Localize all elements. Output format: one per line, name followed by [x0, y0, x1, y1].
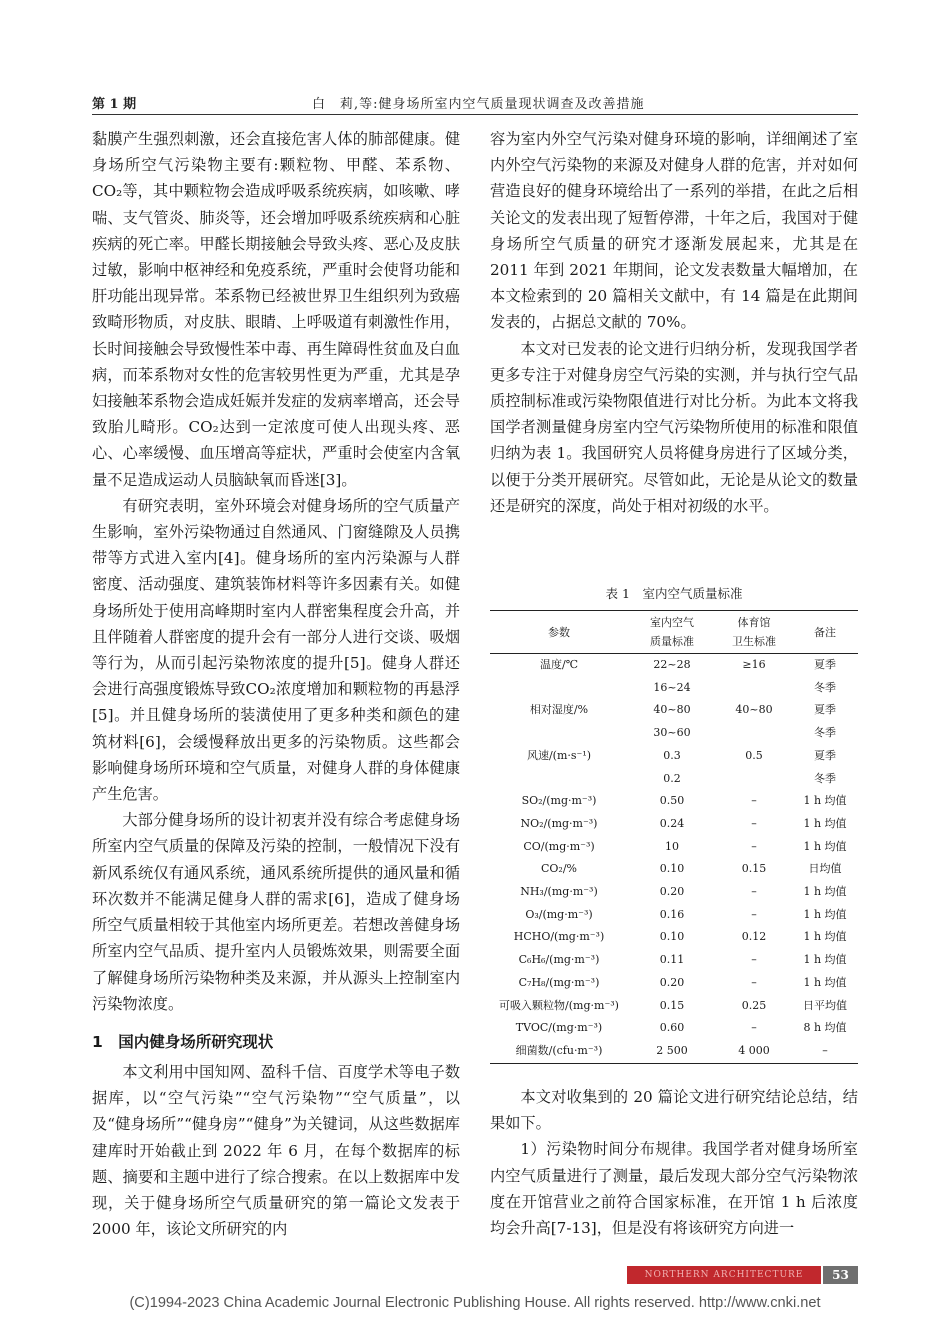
table-row	[490, 790, 858, 813]
table-cell: 30~60	[653, 726, 691, 740]
table-cell: 相对湿度/%	[529, 703, 589, 717]
table-row	[490, 1040, 858, 1063]
table-cell: –	[751, 816, 757, 830]
table-cell: 1 h 均值	[803, 975, 847, 989]
table-row	[490, 904, 858, 927]
table-cell: 0.60	[659, 1021, 685, 1035]
table-cell: CO₂/%	[540, 862, 577, 876]
table-cell: 8 h 均值	[803, 1021, 847, 1035]
table-cell: 1 h 均值	[803, 794, 847, 808]
table-cell: 夏季	[814, 703, 836, 717]
table-cell: 日平均值	[803, 998, 847, 1012]
table-cell: O₃/(mg·m⁻³)	[525, 907, 593, 921]
table-cell: 1 h 均值	[803, 839, 847, 853]
table-row	[490, 1017, 858, 1040]
table-cell: 40~80	[735, 703, 773, 717]
table-cell: 风速/(m·s⁻¹)	[526, 748, 592, 762]
table-cell: 1 h 均值	[803, 816, 847, 830]
table-cell: C₇H₈/(mg·m⁻³)	[518, 975, 600, 989]
table-row	[490, 745, 858, 768]
table-cell: ≥16	[742, 658, 766, 671]
table-row	[490, 881, 858, 904]
table-cell: 1 h 均值	[803, 930, 847, 944]
table-row	[490, 813, 858, 836]
issue-number: 第 1 期	[92, 97, 137, 112]
table-row	[490, 995, 858, 1018]
table-cell: 0.3	[663, 748, 681, 762]
table-row	[490, 699, 858, 722]
table-row	[490, 926, 858, 949]
copyright-notice: (C)1994-2023 China Academic Journal Electronic Publishing House. All rights reserved. http://www.cnki.net	[129, 1295, 821, 1311]
table-row	[490, 722, 858, 745]
table-cell: 夏季	[814, 658, 836, 671]
paragraph: 本文对已发表的论文进行归纳分析，发现我国学者更多专注于对健身房空气污染的实测，并与执行空气品质控制标准或污染物限值进行对比分析。为此本文将我国学者测量健身房室内空气污染物所使用的标准和限值归纳为表 1。我国研究人员将健身房进行了区域分类，以便于分类开展研究。尽管如此，无论是从论文的数量还是研究的深度，尚处于相对初级的水平。	[490, 339, 858, 515]
table-cell	[490, 722, 628, 745]
table-cell: –	[751, 975, 757, 989]
table-cell: 0.5	[745, 748, 763, 762]
table-cell: 0.10	[659, 930, 685, 944]
table-header	[490, 611, 858, 654]
table-cell: 40~80	[653, 703, 691, 717]
table-row	[490, 654, 858, 677]
right-column-continued	[490, 1084, 858, 1241]
table-cell: HCHO/(mg·m⁻³)	[513, 930, 605, 944]
paragraph: 1）污染物时间分布规律。我国学者对健身场所室内空气质量进行了测量，最后发现大部分空气污染物浓度在开馆营业之前符合国家标准，在开馆 1 h 后浓度均会升高[7-13]，但是没有将该研究方向进一	[490, 1140, 858, 1238]
left-column	[92, 126, 460, 1242]
table-cell	[490, 768, 628, 791]
paragraph: 本文对收集到的 20 篇论文进行研究结论总结，结果如下。	[490, 1088, 858, 1133]
table-cell: TVOC/(mg·m⁻³)	[515, 1021, 603, 1035]
table-row	[490, 677, 858, 700]
table-cell: 0.15	[741, 862, 767, 876]
table-cell: –	[751, 1021, 757, 1035]
table-cell: 0.20	[659, 975, 685, 989]
journal-banner: NORTHERN ARCHITECTURE	[627, 1266, 821, 1284]
table-cell: –	[751, 794, 757, 808]
table-cell: CO/(mg·m⁻³)	[523, 839, 595, 853]
table-cell: 0.20	[659, 885, 685, 899]
paragraph: 本文利用中国知网、盈科千信、百度学术等电子数据库，以“空气污染”“空气污染物”“空气质量”，以及“健身场所”“健身房”“健身”为关键词，从这些数据库建库时开始截止到 2022 年 6 月，在每个数据库的标题、摘要和主题中进行了综合搜索。在以上数据库中发现，关于健身场所空气质量研究的第一篇论文发表于 2000 年，该论文所研究的内	[92, 1062, 460, 1239]
table-cell	[716, 722, 792, 745]
table-cell: 0.10	[659, 862, 685, 876]
table-cell: –	[751, 885, 757, 899]
table-cell: 温度/℃	[539, 658, 578, 671]
running-header	[92, 93, 858, 115]
paragraph: 黏膜产生强烈刺激，还会直接危害人体的肺部健康。健身场所空气污染物主要有:颗粒物、甲醛、苯系物、CO₂等，其中颗粒物会造成呼吸系统疾病，如咳嗽、哮喘、支气管炎、肺炎等，还会增加呼吸系统疾病和心脏疾病的死亡率。甲醛长期接触会导致头疼、恶心及皮肤过敏，影响中枢神经和免疫系统，严重时会使肾功能和肝功能出现异常。苯系物已经被世界卫生组织列为致癌致畸形物质，对皮肤、眼睛、上呼吸道有刺激性作用，长时间接触会导致慢性苯中毒、再生障碍性贫血及白血病，而苯系物对女性的危害较男性更为严重，尤其是孕妇接触苯系物会造成妊娠并发症的发病率增高，还会导致胎儿畸形。CO₂达到一定浓度可使人出现头疼、恶心、心率缓慢、血压增高等症状，严重时会使室内含氧量不足造成运动人员脑缺氧而昏迷[3]。	[92, 130, 460, 489]
table-cell: 1 h 均值	[803, 907, 847, 921]
table-cell: C₆H₆/(mg·m⁻³)	[518, 953, 600, 967]
section-heading: 1 国内健身场所研究现状	[92, 1032, 274, 1051]
table-cell: 冬季	[814, 726, 836, 740]
table-header-cell: 室内空气 质量标准	[650, 616, 694, 648]
table-cell: –	[751, 839, 757, 853]
table-header-cell: 参数	[548, 625, 570, 639]
table-row	[490, 768, 858, 791]
table-cell: 0.50	[659, 794, 685, 808]
table-cell: –	[751, 907, 757, 921]
table-row	[490, 972, 858, 995]
right-column	[490, 126, 858, 519]
table-1	[490, 584, 858, 1064]
table-cell: 10	[665, 839, 679, 853]
header-rule	[92, 114, 858, 115]
paragraph: 大部分健身场所的设计初衷并没有综合考虑健身场所室内空气质量的保障及污染的控制，一般情况下没有新风系统仅有通风系统，通风系统所提供的通风量和循环次数并不能满足健身人群的需求[6]，造成了健身场所空气质量相较于其他室内场所更差。若想改善健身场所室内空气品质、提升室内人员锻炼效果，则需要全面了解健身场所污染物种类及来源，并从源头上控制室内污染物浓度。	[92, 811, 460, 1013]
table-cell: 16~24	[653, 680, 691, 694]
table-cell: 0.24	[659, 816, 685, 830]
table-cell: 22~28	[653, 658, 691, 671]
page-number: 53	[823, 1266, 858, 1284]
table-cell: 日均值	[808, 862, 842, 876]
table-cell	[716, 677, 792, 700]
table-cell: 冬季	[814, 771, 836, 785]
table-cell: 冬季	[814, 680, 836, 694]
table-cell: NO₂/(mg·m⁻³)	[520, 816, 598, 830]
table-cell: 1 h 均值	[803, 953, 847, 967]
table-cell: 4 000	[738, 1043, 770, 1057]
table-caption: 表 1 室内空气质量标准	[605, 586, 743, 601]
table-cell: 0.12	[741, 930, 767, 944]
table-cell: 夏季	[814, 748, 836, 762]
table-cell	[716, 768, 792, 791]
table-header-cell: 体育馆 卫生标准	[732, 616, 776, 648]
table-row	[490, 949, 858, 972]
table-cell: 0.16	[659, 907, 685, 921]
table-cell	[490, 677, 628, 700]
table-cell: 1 h 均值	[803, 885, 847, 899]
table-cell: SO₂/(mg·m⁻³)	[521, 794, 597, 808]
table-body	[490, 654, 858, 1064]
table-cell: –	[751, 953, 757, 967]
table-row	[490, 836, 858, 859]
table-cell: 细菌数/(cfu·m⁻³)	[515, 1043, 603, 1057]
table-header-cell: 备注	[814, 625, 836, 639]
paragraph: 有研究表明，室外环境会对健身场所的空气质量产生影响，室外污染物通过自然通风、门窗缝隙及人员携带等方式进入室内[4]。健身场所的室内污染源与人群密度、活动强度、建筑装饰材料等许多因素有关。如健身场所处于使用高峰期时室内人群密集程度会升高，并且伴随着人群密度的提升会有一部分人进行交谈、吸烟等行为，从而引起污染物浓度的提升[5]。健身人群还会进行高强度锻炼导致CO₂浓度增加和颗粒物的再悬浮[5]。并且健身场所的装潢使用了更多种类和颜色的建筑材料[6]，会缓慢释放出更多的污染物质。这些都会影响健身场所环境和空气质量，对健身人群的身体健康产生危害。	[92, 496, 460, 804]
table-cell: 0.15	[659, 998, 685, 1012]
table-cell: –	[822, 1043, 828, 1057]
air-quality-standards-table	[490, 610, 858, 1064]
table-cell: NH₃/(mg·m⁻³)	[520, 885, 598, 899]
table-cell: 2 500	[656, 1043, 688, 1057]
table-cell: 0.2	[663, 771, 681, 785]
paragraph: 容为室内外空气污染对健身环境的影响，详细阐述了室内外空气污染物的来源及对健身人群的危害，并对如何营造良好的健身环境给出了一系列的举措，在此之后相关论文的发表出现了短暂停滞，十年之后，我国对于健身场所空气质量的研究才逐渐发展起来，尤其是在 2011 年到 2021 年期间，论文发表数量大幅增加，在本文检索到的 20 篇相关文献中，有 14 篇是在此期间发表的，占据总文献的 70%。	[490, 130, 858, 332]
table-row	[490, 858, 858, 881]
table-cell: 0.25	[741, 998, 767, 1012]
table-cell: 0.11	[659, 953, 685, 967]
running-title: 白 莉,等:健身场所室内空气质量现状调查及改善措施	[312, 97, 645, 112]
table-cell: 可吸入颗粒物/(mg·m⁻³)	[499, 998, 619, 1012]
